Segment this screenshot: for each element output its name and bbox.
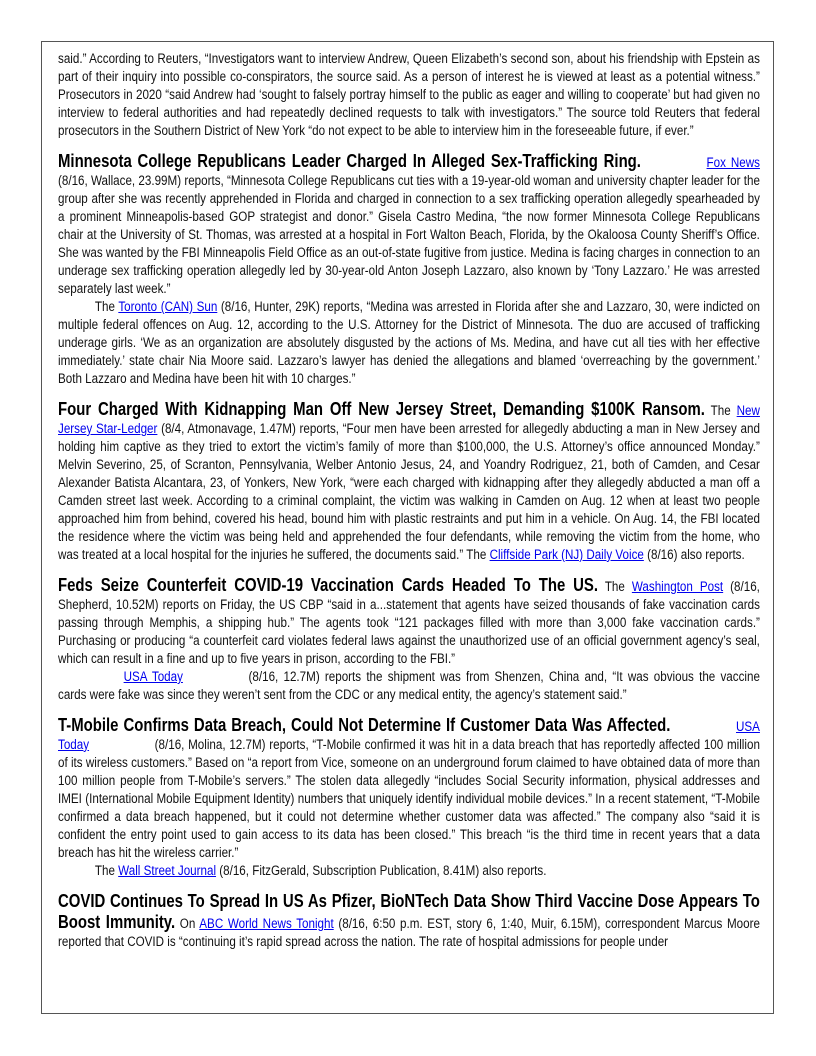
source-link[interactable]: Cliffside Park (NJ) Daily Voice [489,547,644,563]
source-link[interactable]: Wall Street Journal [118,863,217,879]
body-text: (8/16, Molina, 12.7M) reports, “T-Mobile confirmed it was hit in a data breach that has reportedly affected 100 million of its wireless customers.” Based on “a report from Vice, someone on an underground forum claimed to have obtained data of more than 100 million people from T-Mobile’s servers.” The stolen data allegedly “includes Social Security information, physical addresses and IMEI (International Mobile Equipment Identity) numbers that uniquely identify individual mobile devices.” In a recent statement, “T-Mobile confirmed a data breach happened, but it could not determine whether customer data was affected.” The company also “said it is confident the entry point used to gain access to its data has been closed.” This breach “is the third time in recent years that a data breach has hit the wireless carrier.” [58,737,760,861]
news-article [58,891,760,951]
body-text: (8/16, Hunter, 29K) reports, “Medina was arrested in Florida after she and Lazzaro, 30, were indicted on multiple federal offences on Aug. 12, according to the U.S. Attorney for the District of Minnesota. The duo are accused of trafficking underage girls. ‘We as an organization are absolutely disgusted by the actions of Ms. Medina, and have cut all ties with her effective immediately.’ state chair Nia Moore said. Lazzaro’s lawyer has denied the allegations and blamed ‘overreaching by the government.’ Both Lazzaro and Medina have been hit with 10 charges.” [58,299,760,387]
news-article [58,715,760,880]
source-link[interactable]: ABC World News Tonight [199,916,334,932]
body-text: (8/16) also reports. [643,547,745,563]
article-paragraph [58,715,760,862]
news-article [58,575,760,704]
article-headline: COVID Continues To Spread In US As Pfizer, BioNTech Data Show Third Vaccine Dose Appears To Boost Immunity. [58,891,760,932]
news-article [58,151,760,388]
body-text: The [704,403,737,419]
source-link[interactable]: New Jersey Star-Ledger [58,403,760,437]
article-paragraph [58,50,760,140]
body-text: (8/16, FitzGerald, Subscription Publication, 8.41M) also reports. [216,863,547,879]
news-article [58,50,760,140]
article-paragraph [58,151,760,298]
source-link[interactable]: USA Today [123,669,183,685]
news-article [58,399,760,564]
article-paragraph [58,862,760,880]
document-body [58,50,760,962]
article-paragraph [58,575,760,668]
article-headline: Feds Seize Counterfeit COVID-19 Vaccination Cards Headed To The US. [58,575,599,595]
article-paragraph [58,399,760,564]
source-link[interactable]: Washington Post [631,579,724,595]
article-headline: Minnesota College Republicans Leader Charged In Alleged Sex-Trafficking Ring. [58,151,641,171]
body-text: (8/16, Wallace, 23.99M) reports, “Minnesota College Republicans cut ties with a 19-year-old woman and university chapter leader for the group after she was recently apprehended in Florida and charged in connection to a sex trafficking operation allegedly spearheaded by a prominent Minneapolis-based GOP strategist and donor.” Gisela Castro Medina, “the now former Minnesota College Republicans chair at the University of St. Thomas, was arrested at a hospital in Fort Walton Beach, Florida, by the Okaloosa County Sheriff’s Office. She was wanted by the FBI Minneapolis Field Office as an out-of-state fugitive from justice. Medina is facing charges in connection to an underage sex trafficking operation allegedly led by 30-year-old Anton Joseph Lazzaro, also known by ‘Tony Lazzaro.’ He was arrested separately last week.” [58,173,760,297]
source-link[interactable]: Toronto (CAN) Sun [118,299,218,315]
body-text: (8/16, Shepherd, 10.52M) reports on Friday, the US CBP “said in a...statement that agents have seized thousands of fake vaccination cards passing through Memphis, a shipping hub.” The agents took “121 packages filled with more than 3,000 fake vaccination cards.” Purchasing or producing “a counterfeit card violates federal laws against the unauthorized use of an official government agency’s seal, which can result in a fine and up to five years in prison, according to the FBI.” [58,579,760,667]
body-text: (8/16, 12.7M) reports the shipment was from Shenzen, China and, “It was obvious the vaccine cards were fake was since they weren’t sent from the CDC or any medical entity, the agency’s statement said.” [58,669,760,703]
body-text: On [175,916,200,932]
article-headline: T-Mobile Confirms Data Breach, Could Not Determine If Customer Data Was Affected. [58,715,671,735]
source-link[interactable]: USA Today [58,719,760,753]
article-paragraph [58,668,760,704]
article-paragraph [58,298,760,388]
body-text: said.” According to Reuters, “Investigators want to interview Andrew, Queen Elizabeth’s second son, about his friendship with Epstein as part of their inquiry into possible co-conspirators, the source said. As a person of interest he is viewed at least as a potential witness.” Prosecutors in 2020 “said Andrew had ‘sought to falsely portray himself to the public as eager and willing to cooperate’ but had given no interview to federal authorities and had repeatedly declined requests to talk with investigators.” The source told Reuters that federal prosecutors in the Southern District of New York “do not expect to be able to interview him in the foreseeable future, if ever.” [58,51,760,139]
source-link[interactable]: Fox News [706,155,760,171]
body-text: (8/4, Atmonavage, 1.47M) reports, “Four men have been arrested for allegedly abducting a man in New Jersey and holding him captive as they tried to extort the victim’s family of more than $100,000, the U.S. Attorney’s office announced Monday.” Melvin Severino, 25, of Scranton, Pennsylvania, Welber Antonio Jesus, 24, and Yoandry Rodriguez, 21, both of Camden, and Cesar Alexander Batista Alcantara, 23, of Yonkers, New York, “were each charged with kidnapping after they allegedly abducted a man off a Camden street last week. According to a criminal complaint, the victim was walking in Camden on Aug. 12 when at least two people approached him from behind, covered his head, bound him with plastic restraints and put him in a vehicle. On Aug. 14, the FBI located the residence where the victim was being held and apprehended the four defendants, while removing the victim from the home, who was treated at a local hospital for the injuries he suffered, the documents said.” The [58,421,760,563]
body-text: (8/16, 6:50 p.m. EST, story 6, 1:40, Muir, 6.15M), correspondent Marcus Moore reported that COVID is “continuing it’s rapid spread across the nation. The rate of hospital admissions for people under [58,916,760,950]
body-text: The [94,863,119,879]
article-headline: Four Charged With Kidnapping Man Off New Jersey Street, Demanding $100K Ransom. [58,399,705,419]
article-paragraph [58,891,760,951]
body-text: The [598,579,632,595]
body-text: The [94,299,119,315]
